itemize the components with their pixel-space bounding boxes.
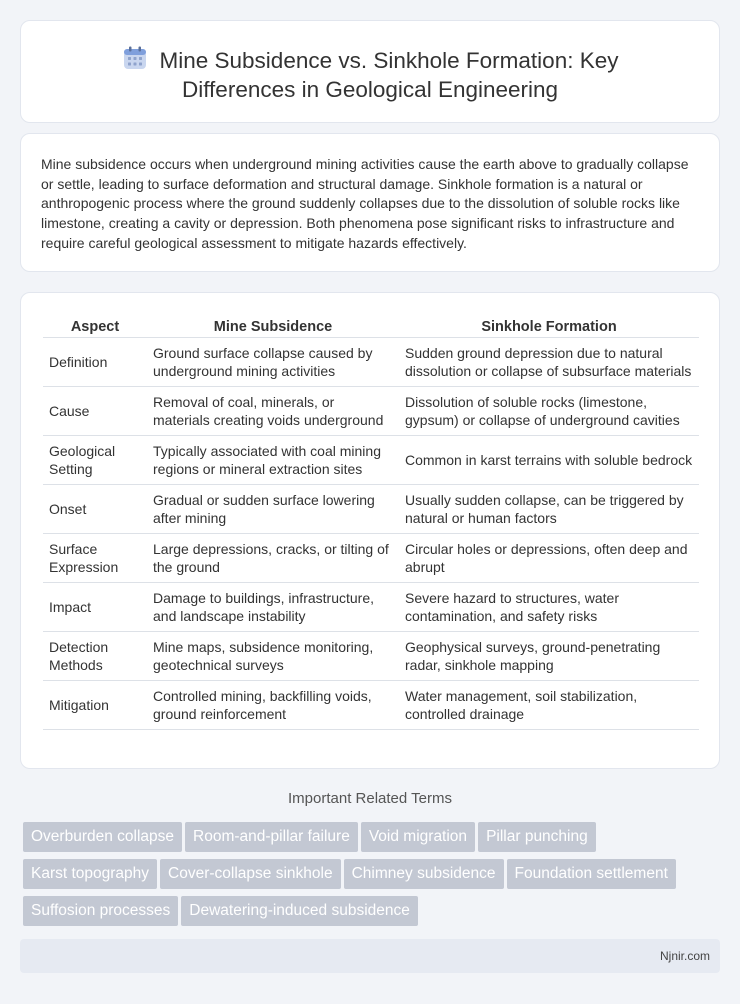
row-sinkhole: Water management, soil stabilization, controlled drainage (399, 681, 699, 730)
tag-row (23, 896, 723, 933)
table-row (43, 534, 699, 583)
title-line-1: Mine Subsidence vs. Sinkhole Formation: Key (159, 48, 619, 73)
related-term-tag[interactable]: Pillar punching (478, 822, 596, 852)
row-aspect: Detection Methods (43, 632, 147, 681)
row-mine: Controlled mining, backfilling voids, ground reinforcement (147, 681, 399, 730)
comparison-card (20, 292, 720, 769)
row-aspect: Impact (43, 583, 147, 632)
row-mine: Gradual or sudden surface lowering after mining (147, 485, 399, 534)
related-terms-title: Important Related Terms (288, 790, 452, 807)
table-row (43, 681, 699, 730)
row-mine: Typically associated with coal mining regions or mineral extraction sites (147, 436, 399, 485)
table-row (43, 485, 699, 534)
footer (20, 939, 720, 973)
title-card (20, 20, 720, 123)
related-terms-list (23, 822, 723, 933)
row-mine: Ground surface collapse caused by underground mining activities (147, 338, 399, 387)
page-title (21, 45, 719, 104)
row-aspect: Mitigation (43, 681, 147, 730)
row-sinkhole: Severe hazard to structures, water contamination, and safety risks (399, 583, 699, 632)
table-row (43, 583, 699, 632)
row-aspect: Onset (43, 485, 147, 534)
related-term-tag[interactable]: Dewatering-induced subsidence (181, 896, 418, 926)
header-sinkhole-formation: Sinkhole Formation (399, 312, 699, 338)
row-sinkhole: Dissolution of soluble rocks (limestone, gypsum) or collapse of underground cavities (399, 387, 699, 436)
comparison-table (43, 312, 699, 730)
intro-paragraph: Mine subsidence occurs when underground mining activities cause the earth above to gradually collapse or settle, leading to surface deformation and structural damage. Sinkhole formation is a natural or anthropogenic process where the ground suddenly collapses due to the dissolution of soluble rocks like limestone, creating a cavity or depression. Both phenomena pose significant risks to infrastructure and require careful geological assessment to mitigate hazards effectively. (41, 156, 689, 251)
row-sinkhole: Geophysical surveys, ground-penetrating radar, sinkhole mapping (399, 632, 699, 681)
calendar-icon (122, 45, 148, 71)
related-term-tag[interactable]: Suffosion processes (23, 896, 178, 926)
intro-card (20, 133, 720, 272)
table-row (43, 632, 699, 681)
related-term-tag[interactable]: Overburden collapse (23, 822, 182, 852)
table-header-row (43, 312, 699, 338)
row-aspect: Geological Setting (43, 436, 147, 485)
row-sinkhole: Usually sudden collapse, can be triggered by natural or human factors (399, 485, 699, 534)
related-term-tag[interactable]: Void migration (361, 822, 475, 852)
header-aspect: Aspect (43, 312, 147, 338)
footer-site-link[interactable]: Njnir.com (659, 949, 710, 963)
row-sinkhole: Sudden ground depression due to natural dissolution or collapse of subsurface materials (399, 338, 699, 387)
tag-row (23, 859, 723, 896)
row-mine: Damage to buildings, infrastructure, and landscape instability (147, 583, 399, 632)
related-term-tag[interactable]: Foundation settlement (507, 859, 676, 889)
row-sinkhole: Circular holes or depressions, often deep and abrupt (399, 534, 699, 583)
related-term-tag[interactable]: Karst topography (23, 859, 157, 889)
header-mine-subsidence: Mine Subsidence (147, 312, 399, 338)
row-mine: Large depressions, cracks, or tilting of the ground (147, 534, 399, 583)
row-aspect: Definition (43, 338, 147, 387)
title-line-2: Differences in Geological Engineering (181, 77, 559, 102)
row-sinkhole: Common in karst terrains with soluble bedrock (399, 436, 699, 485)
table-row (43, 338, 699, 387)
table-row (43, 436, 699, 485)
related-term-tag[interactable]: Room-and-pillar failure (185, 822, 358, 852)
row-mine: Removal of coal, minerals, or materials creating voids underground (147, 387, 399, 436)
related-term-tag[interactable]: Cover-collapse sinkhole (160, 859, 341, 889)
tag-row (23, 822, 723, 859)
row-mine: Mine maps, subsidence monitoring, geotechnical surveys (147, 632, 399, 681)
row-aspect: Surface Expression (43, 534, 147, 583)
row-aspect: Cause (43, 387, 147, 436)
table-row (43, 387, 699, 436)
related-term-tag[interactable]: Chimney subsidence (344, 859, 504, 889)
